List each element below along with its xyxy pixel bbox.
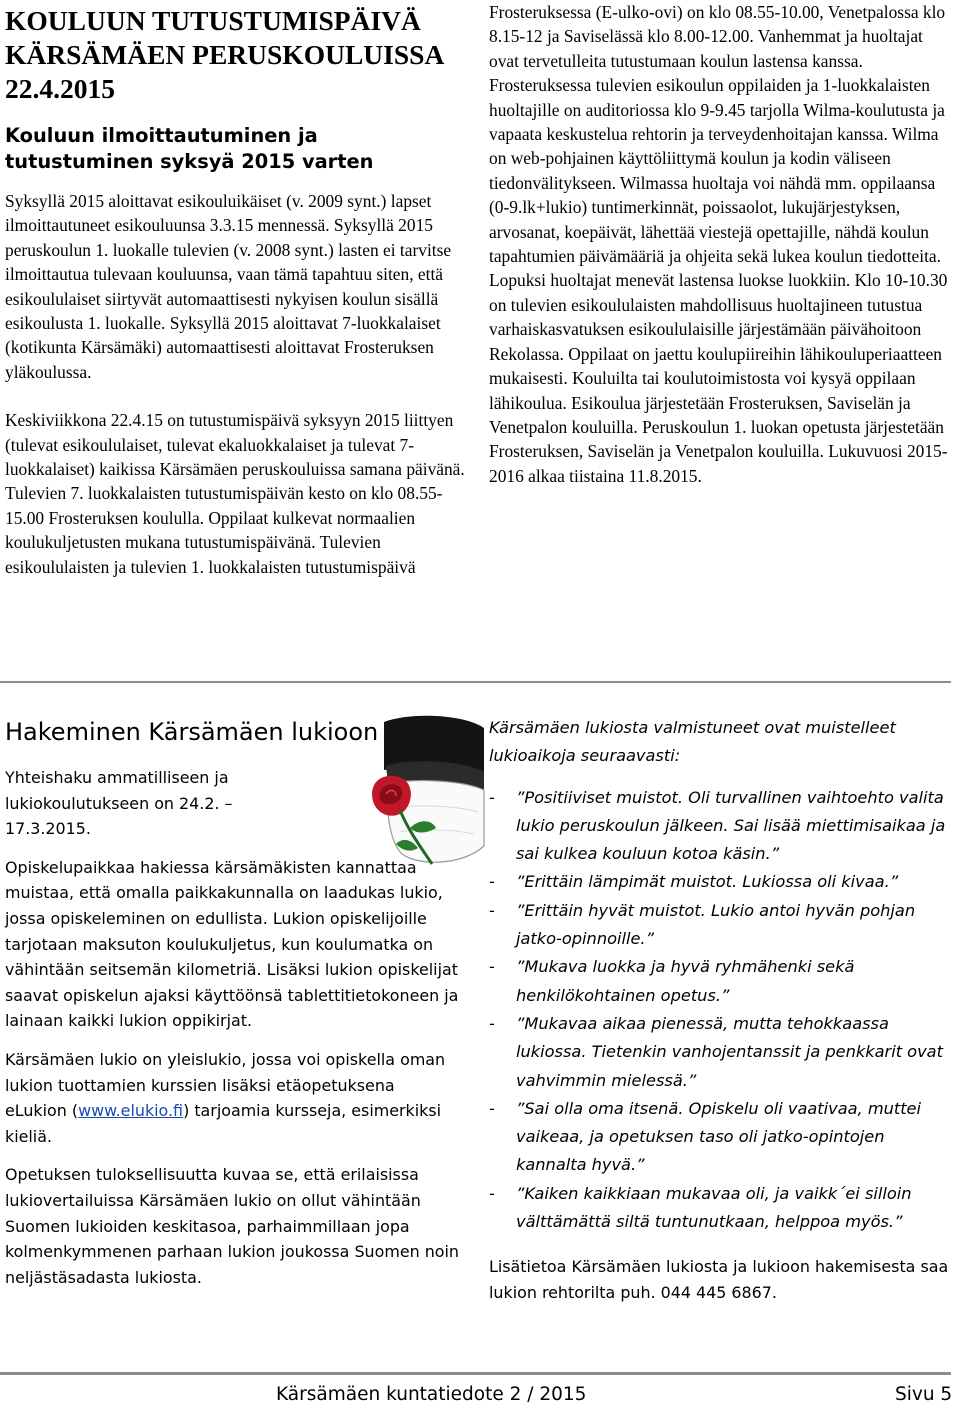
quote-item [489, 1010, 952, 1095]
quotes-list [489, 784, 952, 1237]
article-title [5, 4, 467, 106]
quote-text: ”Kaiken kaikkiaan mukavaa oli, ja vaikk´ei silloin välttämättä siltä tuntunutkaan, helppoa myös.” [516, 1183, 912, 1232]
quote-text: ”Sai olla oma itsenä. Opiskelu oli vaativaa, muttei vaikeaa, ja opetuksen taso oli jatko-opintojen kannalta hyvä.” [516, 1098, 922, 1175]
article-paragraph: Syksyllä 2015 aloittavat esikouluikäiset (v. 2009 synt.) lapset ilmoittautuneet esikouluunsa 3.3.15 mennessä. Syksyllä 2015 peruskoulun 1. luokalle tulevien (v. 2008 synt.) lasten ei tarvitse ilmoittautua tulevaan kouluunsa, vaan tämä tapahtuu siten, että esikoululaiset siirtyvät automaattisesti nykyisen koulun sisällä esikoulusta 1. luokalle. Syksyllä 2015 aloittavat 7-luokkalaiset (kotikunta Kärsämäki) automaattisesti aloittavat Frosteruksen yläkoulussa. [5, 191, 452, 382]
lukio-paragraph-text: ) tarjoamia kursseja, esimerkiksi kieliä. [5, 1101, 442, 1146]
list-dash: - [489, 900, 495, 920]
quote-item [489, 1095, 952, 1180]
section-divider [0, 681, 951, 683]
footer-publication: Kärsämäen kuntatiedote 2 / 2015 [276, 1384, 587, 1405]
lukio-paragraph-line: 17.3.2015. [5, 819, 91, 839]
page-number: Sivu 5 [895, 1384, 953, 1405]
quote-text: ”Erittäin hyvät muistot. Lukio antoi hyvän pohjan jatko-opinnoille.” [516, 900, 916, 949]
cap-illustration [366, 714, 486, 874]
article-paragraph: Frosteruksessa (E-ulko-ovi) on klo 08.55-10.00, Venetpalossa klo 8.15-12 ja Saviselässä klo 8.00-12.00. Vanhemmat ja huoltajat ovat tervetulleita tutustumaan koulun lastensa kanssa. Frosteruksessa tulevien esikoulun oppilaiden ja 1-luokkalaisten huoltajille on auditoriossa klo 9-9.45 tarjolla Wilma-koulutusta ja vapaata keskustelua rehtorin ja terveydenhoitajan kanssa. Wilma on web-pohjainen käyttöliittymä koulun ja kodin väliseen tiedonvälitykseen. Wilmassa huoltaja voi nähdä mm. oppilaansa (0-9.lk+lukio) tuntimerkinnät, poissaolot, lukujärjestyksen, arvosanat, koepäivät, lähettää viestejä opettajille, nähdä koulun tapahtumien päivämääriä ja ohjeita sekä lukea koulun tiedotteita. Lopuksi huoltajat menevät lastensa luokse luokkiin. Klo 10-10.30 on tulevien esikoululaisten mahdollisuus huoltajineen tutustua varhaiskasvatuksen esikoululaisille järjestämään päivähoitoon Rekolassa. Oppilaat on jaettu koulupiireihin lähikouluperiaatteen mukaisesti. Kouluilta tai koulutoimistosta voi kysyä oppilaan lähikoulua. Esikoulua järjestetään Frosteruksen, Saviselän ja Venetpalon kouluilla. Peruskoulun 1. luokan opetusta järjestetään Frosteruksen, Saviselän ja Venetpalon kouluilla. Lukuvuosi 2015-2016 alkaa tiistaina 11.8.2015. [489, 2, 948, 486]
quote-text: ”Erittäin lämpimät muistot. Lukiossa oli kivaa.” [516, 872, 899, 892]
list-dash: - [489, 1183, 495, 1203]
list-dash: - [489, 1098, 495, 1118]
lukio-paragraph: Opiskelupaikkaa hakiessa kärsämäkisten kannattaa muistaa, että omalla paikkakunnalla on laadukas lukio, jossa opiskeleminen on edullista. Lukion opiskelijoille tarjotaan maksuton koulukuljetus, kun koulumatka on vähintään seitsemän kilometriä. Lisäksi lukion opiskelijat saavat opiskelun ajaksi käyttöönsä tablettitietokoneen ja lainaan kaikki lukion oppikirjat. [5, 857, 459, 1031]
lukio-paragraph-text: Kärsämäen lukio on yleislukio, jossa voi opiskella oman lukion tuottamien kurssien lisäksi etäopetuksena eLukion ( [5, 1049, 446, 1121]
lukio-column-right [489, 714, 952, 1306]
quote-item [489, 784, 952, 869]
article-paragraph: Keskiviikkona 22.4.15 on tutustumispäivä syksyyn 2015 liittyen (tulevat esikoululaiset, tulevat ekaluokkalaiset ja tulevat 7-luokkalaiset) kaikissa Kärsämäen peruskouluissa samana päivänä. Tulevien 7. luokkalaisten tutustumispäivän kesto on klo 08.55-15.00 Frosteruksen koululla. Oppilaat kulkevat normaalien koulukuljetusten mukana tutustumispäivänä. Tulevien esikoululaisten ja tulevien 1. luokkalaisten tutustumispäivä [5, 410, 465, 577]
article-column-left [5, 4, 467, 579]
quote-text: ”Mukavaa aikaa pienessä, mutta tehokkaassa lukiossa. Tietenkin vanhojentanssit ja penkkarit ovat vahvimmin mielessä.” [516, 1013, 943, 1090]
list-dash: - [489, 1013, 495, 1033]
elukio-link[interactable]: www.elukio.fi [78, 1101, 184, 1121]
lukio-heading: Hakeminen Kärsämäen lukioon [5, 718, 379, 746]
student-cap-with-rose-icon [366, 714, 486, 874]
list-dash: - [489, 787, 495, 807]
article-column-right [489, 0, 957, 488]
article-subtitle-line: tutustuminen syksyä 2015 varten [5, 150, 374, 173]
article-title-line: 22.4.2015 [5, 73, 115, 104]
article-subtitle-line: Kouluun ilmoittautuminen ja [5, 124, 318, 147]
article-title-line: KÄRSÄMÄEN PERUSKOULUISSA [5, 39, 445, 70]
article-subtitle [5, 123, 467, 175]
article-title-line: KOULUUN TUTUSTUMISPÄIVÄ [5, 5, 421, 36]
lukio-contact-info: Lisätietoa Kärsämäen lukiosta ja lukioon hakemisesta saa lukion rehtorilta puh. 044 445 6867. [489, 1257, 949, 1302]
quotes-intro: Kärsämäen lukiosta valmistuneet ovat muistelleet lukioaikoja seuraavasti: [489, 718, 896, 766]
quote-item [489, 868, 952, 896]
lukio-paragraph-line: lukiokoulutukseen on 24.2. – [5, 793, 233, 813]
footer-divider [0, 1372, 951, 1375]
quote-item [489, 953, 952, 1010]
quote-item [489, 897, 952, 954]
lukio-paragraph: Opetuksen tuloksellisuutta kuvaa se, että erilaisissa lukiovertailuissa Kärsämäen lukio on ollut vähintään Suomen lukioiden keskitasoa, parhaimmillaan jopa kolmenkymmenen parhaan lukion joukossa Suomen noin neljästäsadasta lukiosta. [5, 1165, 459, 1287]
list-dash: - [489, 872, 495, 892]
quote-text: ”Mukava luokka ja hyvä ryhmähenki sekä henkilökohtainen opetus.” [516, 957, 855, 1005]
lukio-paragraph [5, 1047, 460, 1149]
list-dash: - [489, 957, 495, 977]
lukio-paragraph-line: Yhteishaku ammatilliseen ja [5, 768, 229, 787]
quote-item [489, 1180, 952, 1237]
quote-text: ”Positiiviset muistot. Oli turvallinen vaihtoehto valita lukio peruskoulun jälkeen. Sai lisää miettimisaikaa ja sai kulkea kouluun kotoa käsin.” [516, 787, 946, 864]
